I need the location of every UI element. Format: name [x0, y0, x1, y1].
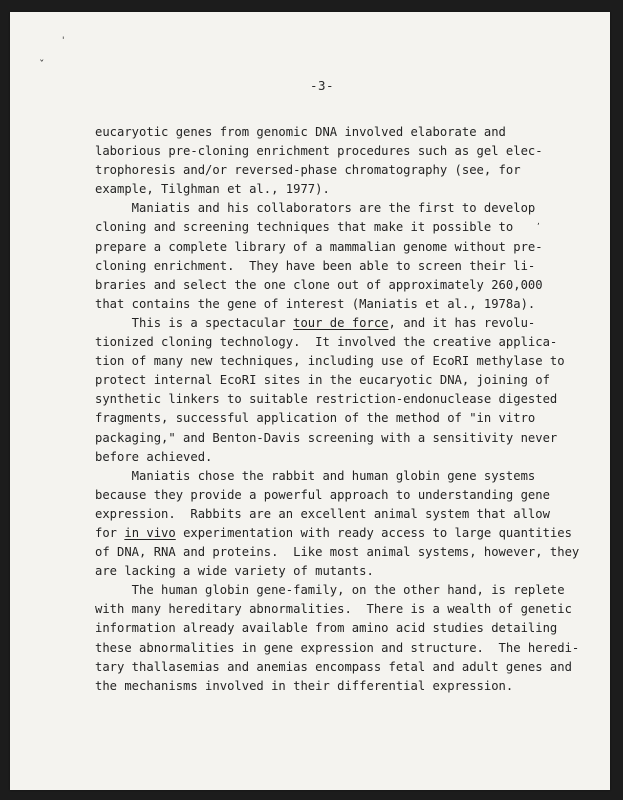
- text-line: Maniatis chose the rabbit and human globin gene systems: [95, 468, 536, 483]
- paragraph: [95, 123, 575, 199]
- underlined-phrase: tour de force: [293, 315, 389, 330]
- paragraph: [95, 581, 580, 696]
- text-line: example, Tilghman et al., 1977).: [95, 182, 330, 197]
- text-line: packaging," and Benton-Davis screening with a sensitivity never: [95, 430, 558, 445]
- underlined-phrase: in vivo: [124, 525, 176, 540]
- text-line: cloning enrichment. They have been able to screen their li-: [95, 258, 536, 273]
- text-line: fragments, successful application of the method of "in vitro: [95, 411, 536, 426]
- text-line: with many hereditary abnormalities. There is a wealth of genetic: [95, 602, 572, 617]
- text-line: trophoresis and/or reversed-phase chromatography (see, for: [95, 163, 521, 178]
- text-line: eucaryotic genes from genomic DNA involved elaborate and: [95, 125, 506, 139]
- document-page: [10, 12, 610, 790]
- text-line: prepare a complete library of a mammalian genome without pre-: [95, 239, 543, 254]
- text-line: of DNA, RNA and proteins. Like most animal systems, however, they: [95, 545, 580, 560]
- page-number: -3-: [310, 78, 335, 93]
- text-line: are lacking a wide variety of mutants.: [95, 564, 374, 579]
- text-line: The human globin gene-family, on the other hand, is replete: [95, 583, 565, 598]
- text-line: expression. Rabbits are an excellent animal system that allow: [95, 506, 550, 521]
- text-line: synthetic linkers to suitable restriction-endonuclease digested: [95, 392, 558, 407]
- text-line: tary thallasemias and anemias encompass fetal and adult genes and: [95, 659, 572, 674]
- text-line: before achieved.: [95, 449, 213, 464]
- paragraph: [95, 314, 575, 467]
- text-line: cloning and screening techniques that make it possible to: [95, 220, 514, 235]
- paragraph: [95, 199, 575, 314]
- text-line: This is a spectacular tour de force, and it has revolu-: [95, 315, 536, 330]
- text-line: these abnormalities in gene expression and structure. The heredi-: [95, 640, 580, 655]
- stray-mark-tick: ': [62, 36, 65, 46]
- text-line: because they provide a powerful approach to understanding gene: [95, 487, 550, 502]
- stray-mark-comma: ,: [537, 217, 540, 227]
- text-line: the mechanisms involved in their differential expression.: [95, 678, 514, 693]
- text-line: tion of many new techniques, including use of EcoRI methylase to: [95, 354, 565, 369]
- text-line: braries and select the one clone out of approximately 260,000: [95, 277, 543, 292]
- text-line: that contains the gene of interest (Maniatis et al., 1978a).: [95, 296, 536, 311]
- text-line: protect internal EcoRI sites in the eucaryotic DNA, joining of: [95, 373, 550, 388]
- text-line: Maniatis and his collaborators are the first to develop: [95, 201, 536, 216]
- text-line: laborious pre-cloning enrichment procedures such as gel elec-: [95, 144, 543, 159]
- body-text: [95, 123, 580, 696]
- text-line: tionized cloning technology. It involved the creative applica-: [95, 335, 558, 350]
- text-line: for in vivo experimentation with ready access to large quantities: [95, 525, 572, 540]
- paragraph: [95, 467, 580, 582]
- text-line: information already available from amino acid studies detailing: [95, 621, 558, 636]
- stray-mark-check: ˇ: [39, 58, 45, 71]
